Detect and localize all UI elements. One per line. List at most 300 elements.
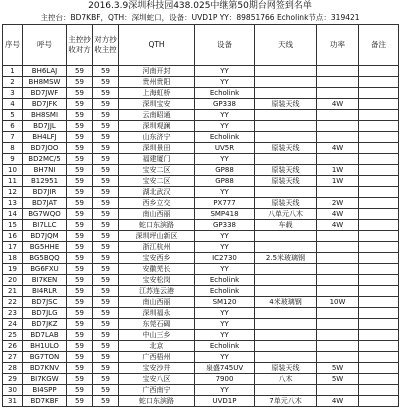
cell-power xyxy=(317,77,359,88)
cell-remark xyxy=(359,176,399,187)
cell-qth: 安徽芜长 xyxy=(119,264,195,275)
cell-power: 5W xyxy=(317,363,359,374)
cell-no: 31 xyxy=(3,396,23,407)
cell-remark xyxy=(359,66,399,77)
cell-peer-rx: 59 xyxy=(93,165,119,176)
cell-main-rx: 59 xyxy=(67,198,93,209)
cell-rig: GP88 xyxy=(195,165,255,176)
cell-main-rx: 59 xyxy=(67,297,93,308)
table-row xyxy=(3,99,399,110)
table-row xyxy=(3,154,399,165)
cell-qth: 福建厦门 xyxy=(119,154,195,165)
cell-antenna xyxy=(255,110,317,121)
cell-no: 2 xyxy=(3,77,23,88)
table-row xyxy=(3,121,399,132)
cell-no: 3 xyxy=(3,88,23,99)
cell-power xyxy=(317,385,359,396)
cell-peer-rx: 59 xyxy=(93,253,119,264)
cell-main-rx: 59 xyxy=(67,363,93,374)
cell-qth: 上海虹桥 xyxy=(119,88,195,99)
cell-rig: 7900 xyxy=(195,374,255,385)
cell-no: 26 xyxy=(3,341,23,352)
cell-remark xyxy=(359,341,399,352)
cell-peer-rx: 59 xyxy=(93,176,119,187)
cell-remark xyxy=(359,286,399,297)
cell-antenna xyxy=(255,231,317,242)
cell-rig: YY xyxy=(195,110,255,121)
table-row xyxy=(3,275,399,286)
cell-no: 24 xyxy=(3,319,23,330)
signin-table xyxy=(2,24,399,407)
cell-no: 11 xyxy=(3,176,23,187)
cell-call: BD7JSC xyxy=(23,297,67,308)
table-row xyxy=(3,132,399,143)
cell-rig: Echolink xyxy=(195,341,255,352)
cell-antenna xyxy=(255,341,317,352)
cell-antenna: 7单元八木 xyxy=(255,396,317,407)
cell-peer-rx: 59 xyxy=(93,374,119,385)
cell-rig: YY xyxy=(195,308,255,319)
cell-power xyxy=(317,154,359,165)
cell-main-rx: 59 xyxy=(67,330,93,341)
cell-qth: 山东济宁 xyxy=(119,132,195,143)
cell-antenna: 原装天线 xyxy=(255,165,317,176)
table-row xyxy=(3,330,399,341)
cell-call: BD7KNV xyxy=(23,363,67,374)
header-qth: QTH xyxy=(119,25,195,66)
cell-peer-rx: 59 xyxy=(93,99,119,110)
cell-no: 16 xyxy=(3,231,23,242)
cell-call: BG5BQQ xyxy=(23,253,67,264)
cell-remark xyxy=(359,264,399,275)
cell-remark xyxy=(359,330,399,341)
cell-remark xyxy=(359,121,399,132)
cell-power xyxy=(317,330,359,341)
cell-remark xyxy=(359,209,399,220)
cell-remark xyxy=(359,231,399,242)
cell-power xyxy=(317,286,359,297)
cell-antenna: 4米玻璃钢 xyxy=(255,297,317,308)
cell-rig: YY xyxy=(195,231,255,242)
cell-main-rx: 59 xyxy=(67,253,93,264)
cell-no: 13 xyxy=(3,198,23,209)
header-no: 序号 xyxy=(3,25,23,66)
table-row xyxy=(3,209,399,220)
cell-power xyxy=(317,319,359,330)
cell-peer-rx: 59 xyxy=(93,242,119,253)
table-row xyxy=(3,264,399,275)
cell-no: 5 xyxy=(3,110,23,121)
cell-call: BD7JFK xyxy=(23,99,67,110)
cell-antenna: 2.5米玻璃钢 xyxy=(255,253,317,264)
table-row xyxy=(3,308,399,319)
table-row xyxy=(3,187,399,198)
cell-call: BI7KEN xyxy=(23,275,67,286)
table-row xyxy=(3,286,399,297)
cell-antenna: 原装天线 xyxy=(255,176,317,187)
cell-antenna xyxy=(255,352,317,363)
cell-antenna xyxy=(255,121,317,132)
cell-qth: 宝安松岗 xyxy=(119,275,195,286)
table-row xyxy=(3,165,399,176)
cell-call: BH8MSW xyxy=(23,77,67,88)
table-row xyxy=(3,110,399,121)
cell-antenna xyxy=(255,264,317,275)
cell-power: 10W xyxy=(317,297,359,308)
cell-remark xyxy=(359,220,399,231)
table-row xyxy=(3,396,399,407)
cell-power xyxy=(317,110,359,121)
cell-antenna xyxy=(255,66,317,77)
cell-no: 25 xyxy=(3,330,23,341)
cell-no: 27 xyxy=(3,352,23,363)
cell-qth: 江苏连云港 xyxy=(119,286,195,297)
cell-qth: 东莞石碣 xyxy=(119,319,195,330)
cell-qth: 宝安沙井 xyxy=(119,363,195,374)
cell-power xyxy=(317,66,359,77)
header-peer-rx: 对方抄收主控 xyxy=(93,25,119,66)
cell-main-rx: 59 xyxy=(67,286,93,297)
cell-peer-rx: 59 xyxy=(93,231,119,242)
table-row xyxy=(3,352,399,363)
cell-call: BD7KBF xyxy=(23,396,67,407)
cell-antenna xyxy=(255,385,317,396)
cell-peer-rx: 59 xyxy=(93,110,119,121)
cell-qth: 宝安西乡 xyxy=(119,253,195,264)
cell-antenna xyxy=(255,330,317,341)
cell-main-rx: 59 xyxy=(67,264,93,275)
cell-no: 17 xyxy=(3,242,23,253)
cell-antenna: 原装天线 xyxy=(255,198,317,209)
cell-call: BG5HHE xyxy=(23,242,67,253)
table-body xyxy=(3,66,399,407)
cell-remark xyxy=(359,253,399,264)
cell-no: 22 xyxy=(3,297,23,308)
cell-rig: YY xyxy=(195,330,255,341)
cell-remark xyxy=(359,143,399,154)
cell-qth: 中山三乡 xyxy=(119,330,195,341)
cell-main-rx: 59 xyxy=(67,220,93,231)
cell-qth: 深圳福永 xyxy=(119,308,195,319)
cell-power: 5W xyxy=(317,374,359,385)
cell-no: 14 xyxy=(3,209,23,220)
cell-qth: 深圳观澜 xyxy=(119,121,195,132)
cell-rig: PX777 xyxy=(195,198,255,209)
cell-call: BG7WQO xyxy=(23,209,67,220)
cell-main-rx: 59 xyxy=(67,121,93,132)
cell-call: BH4LFJ xyxy=(23,132,67,143)
cell-qth: 云南昭通 xyxy=(119,110,195,121)
cell-call: BD7LAB xyxy=(23,330,67,341)
cell-rig: SMP418 xyxy=(195,209,255,220)
cell-qth: 宝安二区 xyxy=(119,165,195,176)
cell-power: 4W xyxy=(317,209,359,220)
table-row xyxy=(3,363,399,374)
cell-call: BD7JOO xyxy=(23,143,67,154)
cell-remark xyxy=(359,374,399,385)
table-row xyxy=(3,385,399,396)
cell-rig: YY xyxy=(195,66,255,77)
cell-call: BH1ULO xyxy=(23,341,67,352)
cell-rig: GP88 xyxy=(195,176,255,187)
table-row xyxy=(3,341,399,352)
cell-remark xyxy=(359,88,399,99)
cell-remark xyxy=(359,319,399,330)
cell-antenna xyxy=(255,77,317,88)
cell-remark xyxy=(359,154,399,165)
cell-antenna xyxy=(255,187,317,198)
cell-remark xyxy=(359,297,399,308)
cell-peer-rx: 59 xyxy=(93,275,119,286)
cell-peer-rx: 59 xyxy=(93,88,119,99)
cell-antenna xyxy=(255,319,317,330)
cell-qth: 宝安八区 xyxy=(119,374,195,385)
cell-power xyxy=(317,187,359,198)
cell-rig: YY xyxy=(195,121,255,132)
header-rig: 设备 xyxy=(195,25,255,66)
cell-remark xyxy=(359,396,399,407)
table-row xyxy=(3,77,399,88)
cell-main-rx: 59 xyxy=(67,110,93,121)
cell-antenna xyxy=(255,275,317,286)
cell-power xyxy=(317,275,359,286)
cell-no: 28 xyxy=(3,363,23,374)
cell-rig: YY xyxy=(195,352,255,363)
cell-qth: 西乡立交 xyxy=(119,198,195,209)
cell-remark xyxy=(359,132,399,143)
cell-rig: YY xyxy=(195,319,255,330)
cell-remark xyxy=(359,352,399,363)
cell-call: BI7KGW xyxy=(23,374,67,385)
cell-power xyxy=(317,242,359,253)
cell-rig: YY xyxy=(195,154,255,165)
cell-power: 1W xyxy=(317,165,359,176)
table-row xyxy=(3,198,399,209)
cell-remark xyxy=(359,187,399,198)
cell-remark xyxy=(359,308,399,319)
cell-no: 23 xyxy=(3,308,23,319)
table-row xyxy=(3,176,399,187)
cell-peer-rx: 59 xyxy=(93,308,119,319)
cell-call: BD7JJL xyxy=(23,121,67,132)
cell-remark xyxy=(359,385,399,396)
cell-qth: 广西梧州 xyxy=(119,352,195,363)
cell-power: 4W xyxy=(317,143,359,154)
cell-qth: 深圳景田 xyxy=(119,143,195,154)
cell-main-rx: 59 xyxy=(67,176,93,187)
cell-qth: 深圳宝安 xyxy=(119,99,195,110)
cell-power xyxy=(317,352,359,363)
cell-antenna: 原装天线 xyxy=(255,99,317,110)
cell-antenna: 原装天线 xyxy=(255,363,317,374)
cell-peer-rx: 59 xyxy=(93,341,119,352)
cell-peer-rx: 59 xyxy=(93,264,119,275)
cell-no: 18 xyxy=(3,253,23,264)
cell-main-rx: 59 xyxy=(67,77,93,88)
cell-peer-rx: 59 xyxy=(93,187,119,198)
cell-rig: Echolink xyxy=(195,286,255,297)
cell-main-rx: 59 xyxy=(67,352,93,363)
cell-no: 8 xyxy=(3,143,23,154)
cell-no: 30 xyxy=(3,385,23,396)
cell-peer-rx: 59 xyxy=(93,154,119,165)
cell-antenna: 车载 xyxy=(255,220,317,231)
cell-peer-rx: 59 xyxy=(93,286,119,297)
cell-qth: 北京 xyxy=(119,341,195,352)
header-power: 功率 xyxy=(317,25,359,66)
cell-peer-rx: 59 xyxy=(93,209,119,220)
cell-antenna: 八单元八木 xyxy=(255,209,317,220)
cell-main-rx: 59 xyxy=(67,99,93,110)
cell-peer-rx: 59 xyxy=(93,396,119,407)
header-main-rx: 主控抄收对方 xyxy=(67,25,93,66)
header-remark: 备注 xyxy=(359,25,399,66)
cell-remark xyxy=(359,198,399,209)
table-row xyxy=(3,374,399,385)
cell-power: 4W xyxy=(317,220,359,231)
cell-rig: 泉盛745UV xyxy=(195,363,255,374)
table-row xyxy=(3,143,399,154)
cell-call: BD2MC/5 xyxy=(23,154,67,165)
cell-rig: YY xyxy=(195,385,255,396)
cell-no: 4 xyxy=(3,99,23,110)
cell-call: BI7LLC xyxy=(23,220,67,231)
cell-rig: GP338 xyxy=(195,99,255,110)
cell-antenna: 原装天线 xyxy=(255,143,317,154)
cell-call: BH6LAJ xyxy=(23,66,67,77)
cell-peer-rx: 59 xyxy=(93,330,119,341)
cell-main-rx: 59 xyxy=(67,308,93,319)
cell-qth: 深圳坪山新区 xyxy=(119,231,195,242)
table-row xyxy=(3,66,399,77)
cell-rig: GP338 xyxy=(195,220,255,231)
cell-antenna xyxy=(255,88,317,99)
cell-main-rx: 59 xyxy=(67,187,93,198)
cell-no: 7 xyxy=(3,132,23,143)
cell-no: 29 xyxy=(3,374,23,385)
cell-remark xyxy=(359,110,399,121)
cell-peer-rx: 59 xyxy=(93,132,119,143)
cell-call: BD7JQM xyxy=(23,231,67,242)
cell-rig: YY xyxy=(195,264,255,275)
cell-call: BI4SPP xyxy=(23,385,67,396)
cell-qth: 蛇口东滨路 xyxy=(119,396,195,407)
header-antenna: 天线 xyxy=(255,25,317,66)
cell-qth: 宝安二区 xyxy=(119,176,195,187)
cell-main-rx: 59 xyxy=(67,242,93,253)
cell-no: 21 xyxy=(3,286,23,297)
cell-rig: UV5R xyxy=(195,143,255,154)
cell-call: BD7JAT xyxy=(23,198,67,209)
cell-antenna xyxy=(255,132,317,143)
cell-peer-rx: 59 xyxy=(93,143,119,154)
cell-power xyxy=(317,308,359,319)
cell-rig: IC2730 xyxy=(195,253,255,264)
cell-call: BD7JWF xyxy=(23,88,67,99)
cell-power xyxy=(317,121,359,132)
cell-peer-rx: 59 xyxy=(93,385,119,396)
cell-no: 15 xyxy=(3,220,23,231)
cell-main-rx: 59 xyxy=(67,396,93,407)
table-row xyxy=(3,220,399,231)
cell-power: 2W xyxy=(317,198,359,209)
cell-remark xyxy=(359,363,399,374)
cell-main-rx: 59 xyxy=(67,341,93,352)
cell-main-rx: 59 xyxy=(67,66,93,77)
cell-main-rx: 59 xyxy=(67,374,93,385)
cell-peer-rx: 59 xyxy=(93,220,119,231)
cell-call: B12951 xyxy=(23,176,67,187)
table-row xyxy=(3,242,399,253)
cell-no: 19 xyxy=(3,264,23,275)
cell-main-rx: 59 xyxy=(67,165,93,176)
cell-peer-rx: 59 xyxy=(93,77,119,88)
cell-power: 4W xyxy=(317,396,359,407)
cell-no: 6 xyxy=(3,121,23,132)
cell-rig: Echolink xyxy=(195,88,255,99)
cell-main-rx: 59 xyxy=(67,143,93,154)
table-row xyxy=(3,88,399,99)
cell-main-rx: 59 xyxy=(67,154,93,165)
cell-rig: YY xyxy=(195,242,255,253)
cell-antenna xyxy=(255,154,317,165)
document-title: 2016.3.9深圳科技园438.025中继第50期台网签到名单 xyxy=(88,1,312,11)
cell-peer-rx: 59 xyxy=(93,121,119,132)
cell-power: 1W xyxy=(317,176,359,187)
cell-qth: 河南开封 xyxy=(119,66,195,77)
cell-qth: 湖北武汉 xyxy=(119,187,195,198)
cell-qth: 广西南宁 xyxy=(119,385,195,396)
cell-no: 10 xyxy=(3,165,23,176)
table-row xyxy=(3,253,399,264)
cell-antenna xyxy=(255,242,317,253)
cell-peer-rx: 59 xyxy=(93,66,119,77)
cell-peer-rx: 59 xyxy=(93,198,119,209)
cell-no: 20 xyxy=(3,275,23,286)
cell-power xyxy=(317,88,359,99)
cell-remark xyxy=(359,77,399,88)
cell-power xyxy=(317,341,359,352)
cell-call: BI4RLR xyxy=(23,286,67,297)
cell-main-rx: 59 xyxy=(67,385,93,396)
cell-call: BD7JIR xyxy=(23,187,67,198)
cell-call: BG6FXU xyxy=(23,264,67,275)
cell-rig: SM120 xyxy=(195,297,255,308)
cell-power xyxy=(317,253,359,264)
cell-remark xyxy=(359,165,399,176)
cell-qth: 蛇口东滨路 xyxy=(119,220,195,231)
cell-antenna xyxy=(255,286,317,297)
cell-antenna: 八木 xyxy=(255,374,317,385)
cell-power: 4W xyxy=(317,99,359,110)
cell-no: 1 xyxy=(3,66,23,77)
cell-rig: YY xyxy=(195,187,255,198)
document-subtitle: 主控台：BD7KBF，QTH：深圳蛇口，设备：UVD1P YY：89851766 Echolink节点：319421 xyxy=(40,13,360,22)
cell-qth: 南山西丽 xyxy=(119,297,195,308)
cell-peer-rx: 59 xyxy=(93,297,119,308)
cell-qth: 浙江杭州 xyxy=(119,242,195,253)
cell-antenna xyxy=(255,308,317,319)
cell-main-rx: 59 xyxy=(67,231,93,242)
cell-rig: Echolink xyxy=(195,132,255,143)
cell-power xyxy=(317,264,359,275)
cell-peer-rx: 59 xyxy=(93,363,119,374)
cell-qth: 南山西丽 xyxy=(119,209,195,220)
cell-call: BG7TON xyxy=(23,352,67,363)
cell-main-rx: 59 xyxy=(67,319,93,330)
table-row xyxy=(3,319,399,330)
cell-no: 9 xyxy=(3,154,23,165)
